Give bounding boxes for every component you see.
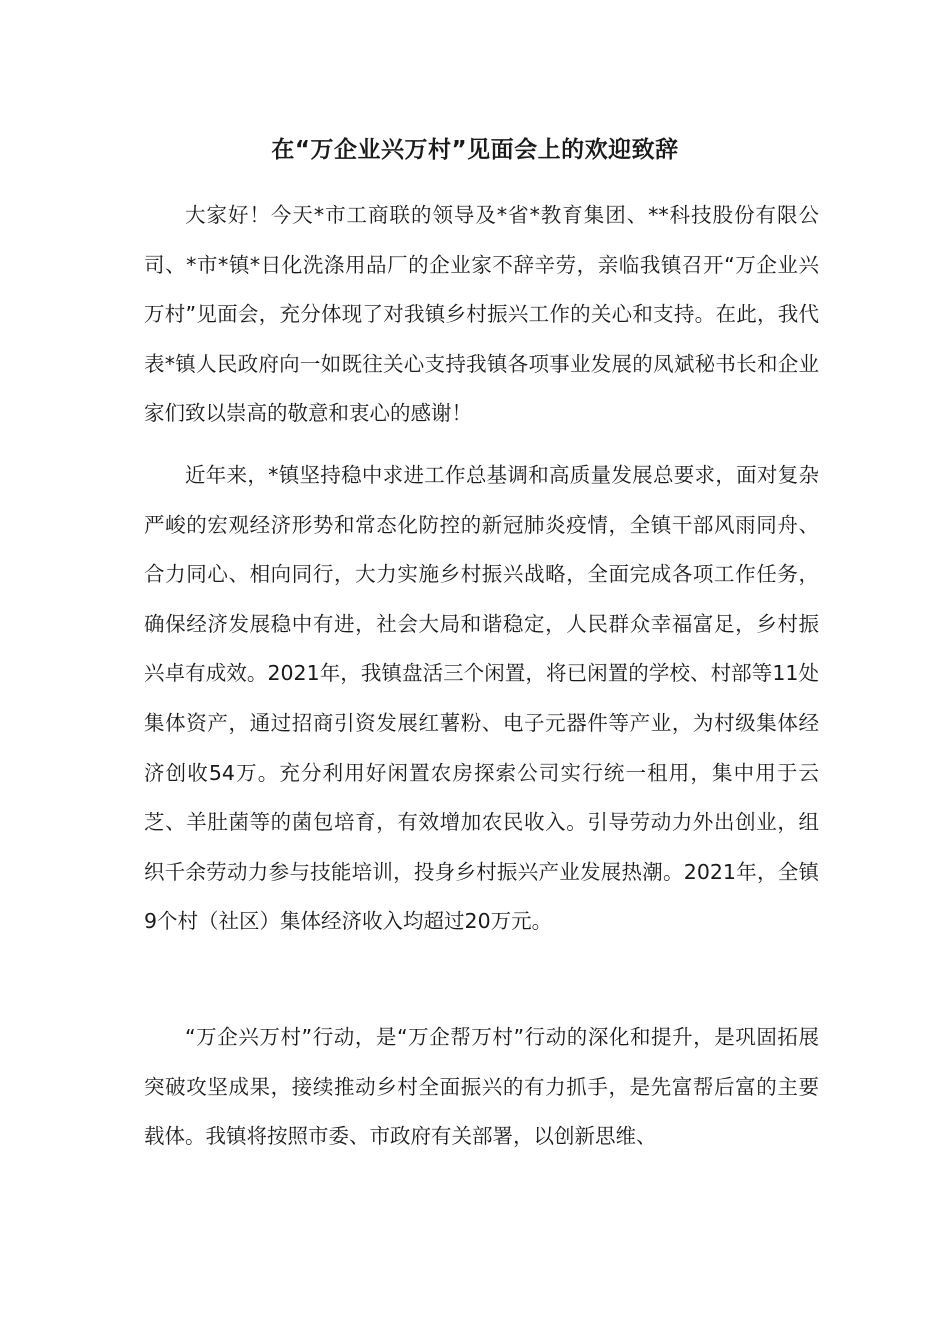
paragraph-initiative: “万企兴万村”行动，是“万企帮万村”行动的深化和提升，是巩固拓展突破攻坚成果，接续推动乡村全面振兴的有力抓手，是先富帮后富的主要载体。我镇将按照市委、市政府有关部署，以创新思维、 <box>144 1025 819 1149</box>
paragraph-welcome: 大家好！今天*市工商联的领导及*省*教育集团、**科技股份有限公司、*市*镇*日化洗涤用品厂的企业家不辞辛劳，亲临我镇召开“万企业兴万村”见面会，充分体现了对我镇乡村振兴工作的关心和支持。在此，我代表*镇人民政府向一如既往关心支持我镇各项事业发展的凤斌秘书长和企业家们致以崇高的敬意和衷心的感谢！ <box>144 203 819 426</box>
document-title: 在“万企业兴万村”见面会上的欢迎致辞 <box>271 137 679 163</box>
paragraph-achievements: 近年来，*镇坚持稳中求进工作总基调和高质量发展总要求，面对复杂严峻的宏观经济形势和常态化防控的新冠肺炎疫情，全镇干部风雨同舟、合力同心、相向同行，大力实施乡村振兴战略，全面完成各项工作任务，确保经济发展稳中有进，社会大局和谐稳定，人民群众幸福富足，乡村振兴卓有成效。2021年，我镇盘活三个闲置，将已闲置的学校、村部等11处集体资产，通过招商引资发展红薯粉、电子元器件等产业，为村级集体经济创收54万。充分利用好闲置农房探索公司实行统一租用，集中用于云芝、羊肚菌等的菌包培育，有效增加农民收入。引导劳动力外出创业，组织千余劳动力参与技能培训，投身乡村振兴产业发展热潮。2021年，全镇9个村（社区）集体经济收入均超过20万元。 <box>144 463 819 934</box>
